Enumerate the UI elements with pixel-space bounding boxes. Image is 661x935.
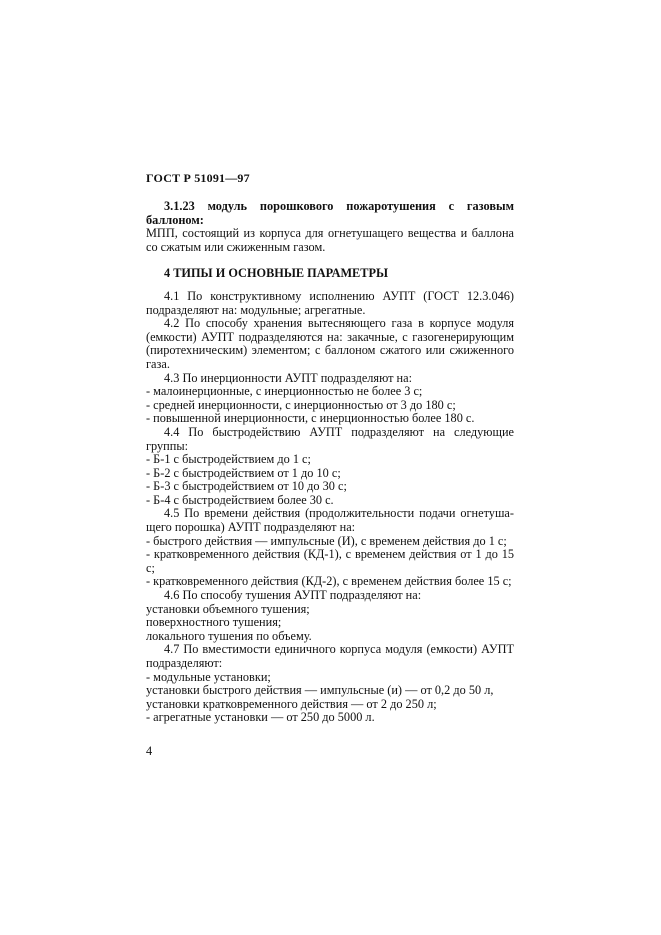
paragraph-3-1-23 [146, 200, 514, 227]
definition-3-1-23: МПП, состоящий из корпуса для огнетушащего вещества и баллона со сжатым или сжиженным газом. [146, 226, 514, 254]
term-3-1-23: 3.1.23 модуль порошкового пожаротушения с газовым баллоном: [146, 199, 514, 227]
page-number: 4 [146, 744, 153, 758]
list-item: - средней инерционности, с инерционностью от 3 до 180 с; [146, 397, 456, 412]
list-item: локального тушения по объему. [146, 628, 312, 643]
list-item: - Б-3 с быстродействием от 10 до 30 с; [146, 479, 347, 494]
list-item: установки объемного тушения; [146, 601, 310, 616]
paragraph-4-7: 4.7 По вместимости единичного корпуса модуля (емкости) АУПТ подразделяют: [146, 642, 514, 670]
list-item: - кратковременного действия (КД-1), с временем действия от 1 до 15 с; [146, 547, 514, 575]
document-header: ГОСТ Р 51091—97 [146, 171, 250, 185]
paragraph-4-5: 4.5 По времени действия (продолжительности подачи огнетушащего порошка) АУПТ подразделяют на: [146, 506, 514, 535]
list-item: установки быстрого действия — импульсные (и) — от 0,2 до 50 л, [146, 683, 494, 698]
list-item: - Б-2 с быстродействием от 1 до 10 с; [146, 465, 341, 480]
list-item: - быстрого действия — импульсные (И), с временем действия до 1 с; [146, 533, 507, 548]
list-item: установки кратковременного действия — от 2 до 250 л; [146, 696, 437, 711]
paragraph-4-3: 4.3 По инерционности АУПТ подразделяют на: [164, 370, 413, 385]
paragraph-4-4: 4.4 По быстродействию АУПТ подразделяют на следующие группы: [146, 424, 514, 453]
list-item: - повышенной инерционности, с инерционностью более 180 с. [146, 411, 475, 426]
paragraph-4-2: 4.2 По способу хранения вытесняющего газа в корпусе модуля (емкости) АУПТ подразделяются на: закачные, с газогенерирующим (пиротехническим) элементом; с баллоном сжатого или сжиженного газа. [146, 316, 514, 371]
paragraph-4-6: 4.6 По способу тушения АУПТ подразделяют на: [164, 588, 422, 603]
section-title: 4 ТИПЫ И ОСНОВНЫЕ ПАРАМЕТРЫ [164, 266, 389, 281]
list-item: - Б-4 с быстродействием более 30 с. [146, 492, 334, 507]
list-item: - модульные установки; [146, 669, 271, 684]
list-item: - Б-1 с быстродействием до 1 с; [146, 452, 311, 467]
list-item: - кратковременного действия (КД-2), с временем действия более 15 с; [146, 574, 512, 589]
list-item: поверхностного тушения; [146, 615, 282, 630]
paragraph-4-1: 4.1 По конструктивному исполнению АУПТ (ГОСТ 12.3.046) подразделяют на: модульные; агрегатные. [146, 288, 514, 317]
list-item: - агрегатные установки — от 250 до 5000 л. [146, 710, 375, 725]
list-item: - малоинерционные, с инерционностью не более 3 с; [146, 384, 423, 399]
document-body [146, 200, 514, 725]
